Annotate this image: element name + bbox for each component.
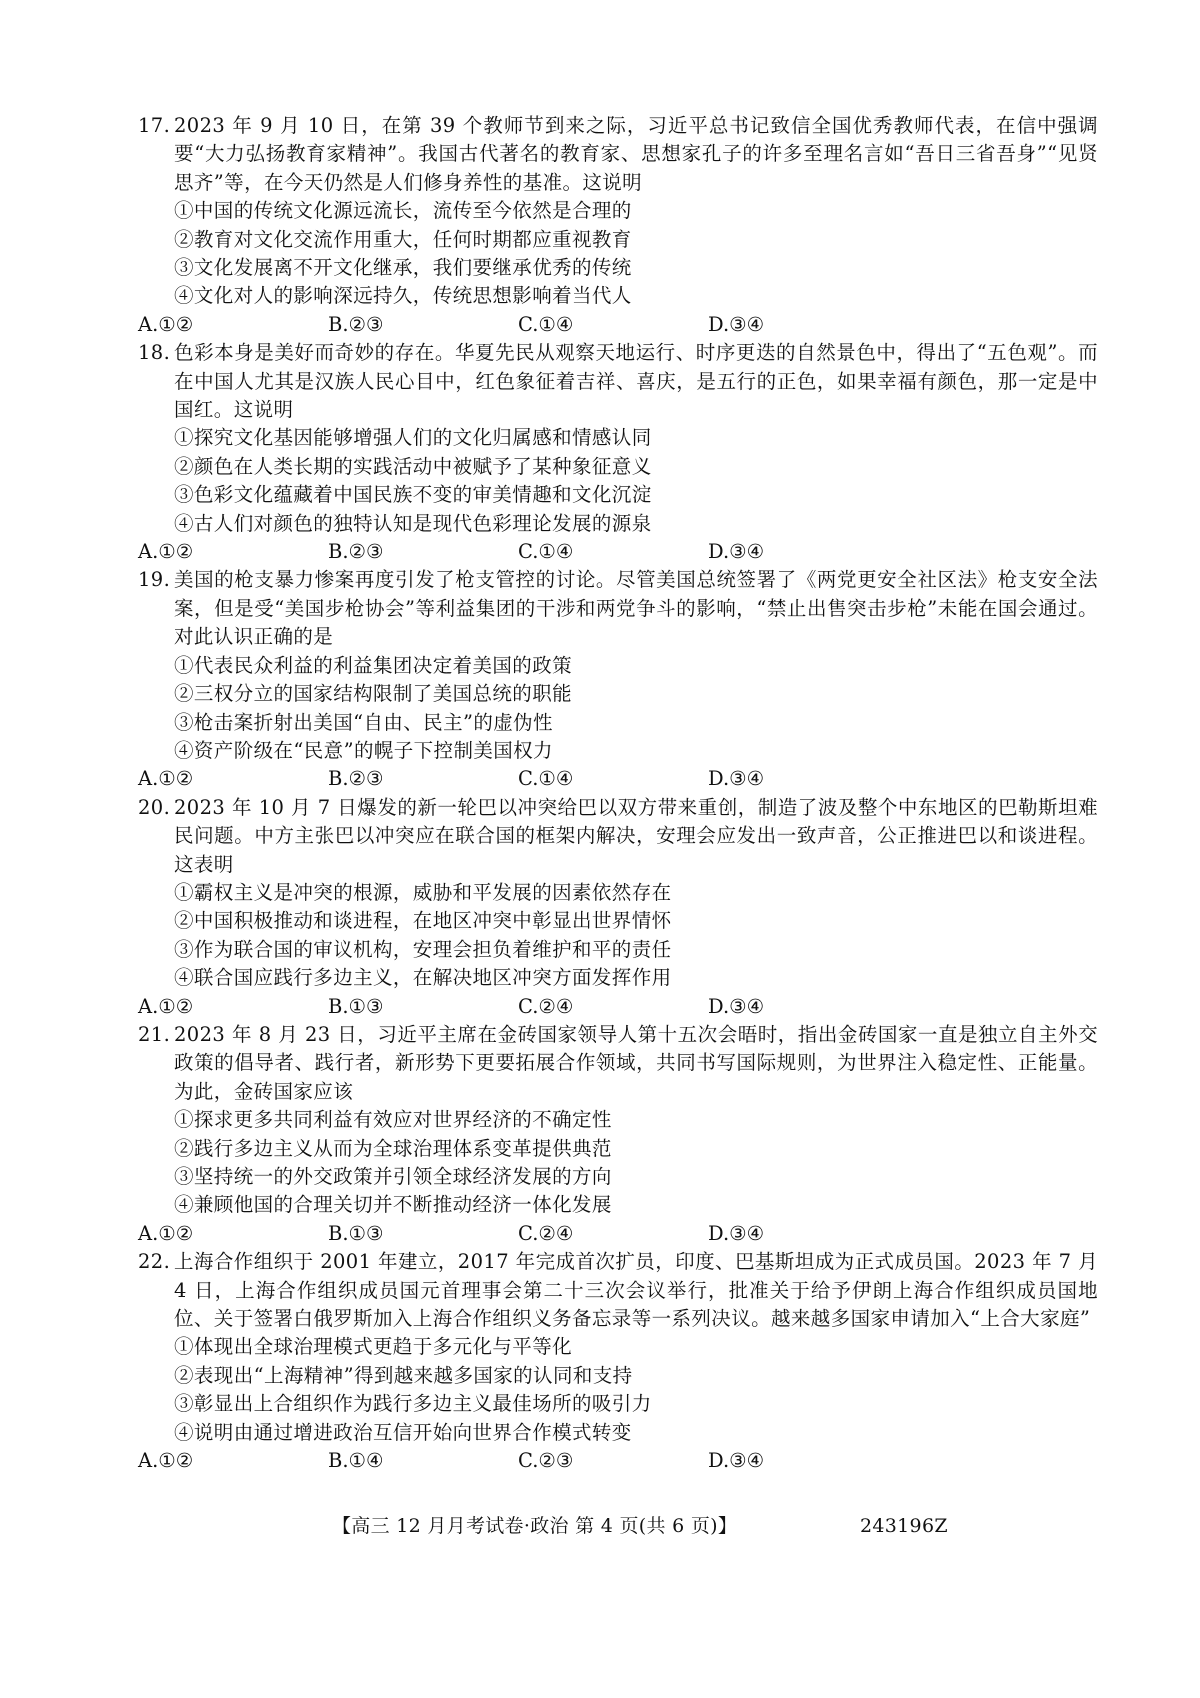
statement-option: ③文化发展离不开文化继承，我们要继承优秀的传统 bbox=[174, 256, 632, 280]
question-list bbox=[138, 112, 1098, 1475]
answer-choice-b[interactable]: B.①③ bbox=[328, 994, 384, 1018]
answer-choices bbox=[138, 993, 1098, 1021]
statement-option: ②颜色在人类长期的实践活动中被赋予了某种象征意义 bbox=[174, 454, 652, 478]
question-number: 17. bbox=[138, 114, 171, 137]
answer-choice-d[interactable]: D.③④ bbox=[708, 1449, 765, 1473]
statement-option: ③坚持统一的外交政策并引领全球经济发展的方向 bbox=[174, 1164, 612, 1188]
question-text: 2023 年 10 月 7 日爆发的新一轮巴以冲突给巴以双方带来重创，制造了波及整个中东地区的巴勒斯坦难民问题。中方主张巴以冲突应在联合国的框架内解决，安理会应发出一致声音，公正推进巴以和谈进程。这表明 bbox=[174, 795, 1098, 876]
answer-choice-a[interactable]: A.①② bbox=[138, 1449, 194, 1473]
statement-option: ④联合国应践行多边主义，在解决地区冲突方面发挥作用 bbox=[174, 966, 672, 990]
question-21 bbox=[138, 1021, 1098, 1248]
question-text: 2023 年 8 月 23 日，习近平主席在金砖国家领导人第十五次会晤时，指出金砖国家一直是独立自主外交政策的倡导者、践行者，新形势下更要拓展合作领域，共同书写国际规则，为世界注入稳定性、正能量。为此，金砖国家应该 bbox=[174, 1022, 1098, 1103]
answer-choice-c[interactable]: C.①④ bbox=[518, 312, 574, 336]
question-stem bbox=[138, 112, 1098, 197]
answer-choice-d[interactable]: D.③④ bbox=[708, 767, 765, 791]
question-stem bbox=[138, 566, 1098, 651]
statement-option: ③枪击案折射出美国“自由、民主”的虚伪性 bbox=[174, 710, 553, 734]
question-18 bbox=[138, 339, 1098, 566]
answer-choice-b[interactable]: B.②③ bbox=[328, 540, 384, 564]
question-stem bbox=[138, 794, 1098, 879]
footer-code: 243196Z bbox=[860, 1515, 948, 1537]
statement-option: ①霸权主义是冲突的根源，威胁和平发展的因素依然存在 bbox=[174, 880, 672, 904]
statement-option: ③彰显出上合组织作为践行多边主义最佳场所的吸引力 bbox=[174, 1392, 652, 1416]
answer-choice-a[interactable]: A.①② bbox=[138, 312, 194, 336]
statement-option: ④文化对人的影响深远持久，传统思想影响着当代人 bbox=[174, 284, 632, 308]
answer-choice-c[interactable]: C.②④ bbox=[518, 1221, 574, 1245]
answer-choices bbox=[138, 1220, 1098, 1248]
question-number: 18. bbox=[138, 341, 171, 365]
answer-choice-b[interactable]: B.①④ bbox=[328, 1449, 384, 1473]
answer-choice-d[interactable]: D.③④ bbox=[708, 994, 765, 1018]
answer-choice-d[interactable]: D.③④ bbox=[708, 540, 765, 564]
statement-option: ④兼顾他国的合理关切并不断推动经济一体化发展 bbox=[174, 1193, 612, 1217]
answer-choices bbox=[138, 538, 1098, 566]
statement-option: ①中国的传统文化源远流长，流传至今依然是合理的 bbox=[174, 199, 632, 223]
statement-option: ②教育对文化交流作用重大，任何时期都应重视教育 bbox=[174, 227, 632, 251]
statement-option: ④资产阶级在“民意”的幌子下控制美国权力 bbox=[174, 738, 553, 762]
question-22 bbox=[138, 1248, 1098, 1475]
answer-choice-c[interactable]: C.①④ bbox=[518, 767, 574, 791]
answer-choices bbox=[138, 765, 1098, 793]
question-17 bbox=[138, 112, 1098, 339]
question-text: 2023 年 9 月 10 日，在第 39 个教师节到来之际，习近平总书记致信全国优秀教师代表，在信中强调要“大力弘扬教育家精神”。我国古代著名的教育家、思想家孔子的许多至理名言如“吾日三省吾身”“见贤思齐”等，在今天仍然是人们修身养性的基准。这说明 bbox=[174, 114, 1098, 194]
question-stem bbox=[138, 1021, 1098, 1106]
question-text: 上海合作组织于 2001 年建立，2017 年完成首次扩员，印度、巴基斯坦成为正式成员国。2023 年 7 月 4 日，上海合作组织成员国元首理事会第二十三次会议举行，批准关于给予伊朗上海合作组织成员国地位、关于签署白俄罗斯加入上海合作组织义务备忘录等一系列决议。越来越多国家申请加入“上合大家庭” bbox=[174, 1250, 1098, 1330]
answer-choices bbox=[138, 311, 1098, 339]
answer-choice-c[interactable]: C.②④ bbox=[518, 994, 574, 1018]
answer-choice-d[interactable]: D.③④ bbox=[708, 312, 765, 336]
answer-choice-c[interactable]: C.①④ bbox=[518, 540, 574, 564]
answer-choice-c[interactable]: C.②③ bbox=[518, 1449, 574, 1473]
answer-choice-a[interactable]: A.①② bbox=[138, 540, 194, 564]
question-number: 22. bbox=[138, 1250, 171, 1274]
question-number: 21. bbox=[138, 1022, 171, 1046]
answer-choice-a[interactable]: A.①② bbox=[138, 767, 194, 791]
question-text: 色彩本身是美好而奇妙的存在。华夏先民从观察天地运行、时序更迭的自然景色中，得出了“五色观”。而在中国人尤其是汉族人民心目中，红色象征着吉祥、喜庆，是五行的正色，如果幸福有颜色，那一定是中国红。这说明 bbox=[174, 341, 1098, 422]
statement-option: ①代表民众利益的利益集团决定着美国的政策 bbox=[174, 653, 573, 677]
question-number: 20. bbox=[138, 795, 171, 819]
question-19 bbox=[138, 566, 1098, 793]
question-number: 19. bbox=[138, 568, 171, 592]
statement-option: ①体现出全球治理模式更趋于多元化与平等化 bbox=[174, 1335, 573, 1359]
statement-option: ②三权分立的国家结构限制了美国总统的职能 bbox=[174, 682, 573, 706]
answer-choice-a[interactable]: A.①② bbox=[138, 1221, 194, 1245]
statement-option: ②践行多边主义从而为全球治理体系变革提供典范 bbox=[174, 1136, 612, 1160]
answer-choice-d[interactable]: D.③④ bbox=[708, 1221, 765, 1245]
answer-choice-b[interactable]: B.①③ bbox=[328, 1221, 384, 1245]
statement-option: ④说明由通过增进政治互信开始向世界合作模式转变 bbox=[174, 1420, 632, 1444]
statement-option: ③作为联合国的审议机构，安理会担负着维护和平的责任 bbox=[174, 937, 672, 961]
answer-choice-b[interactable]: B.②③ bbox=[328, 312, 384, 336]
answer-choices bbox=[138, 1447, 1098, 1475]
statement-option: ②中国积极推动和谈进程，在地区冲突中彰显出世界情怀 bbox=[174, 909, 672, 933]
answer-choice-a[interactable]: A.①② bbox=[138, 994, 194, 1018]
statement-option: ①探究文化基因能够增强人们的文化归属感和情感认同 bbox=[174, 426, 652, 450]
footer-title: 【高三 12 月月考试卷·政治 第 4 页(共 6 页)】 bbox=[332, 1515, 738, 1537]
statement-option: ③色彩文化蕴藏着中国民族不变的审美情趣和文化沉淀 bbox=[174, 483, 652, 507]
statement-option: ④古人们对颜色的独特认知是现代色彩理论发展的源泉 bbox=[174, 511, 652, 535]
question-20 bbox=[138, 794, 1098, 1021]
answer-choice-b[interactable]: B.②③ bbox=[328, 767, 384, 791]
question-stem bbox=[138, 1248, 1098, 1333]
question-stem bbox=[138, 339, 1098, 424]
question-text: 美国的枪支暴力惨案再度引发了枪支管控的讨论。尽管美国总统签署了《两党更安全社区法》枪支安全法案，但是受“美国步枪协会”等利益集团的干涉和两党争斗的影响，“禁止出售突击步枪”未能在国会通过。对此认识正确的是 bbox=[174, 568, 1098, 649]
statement-option: ①探求更多共同利益有效应对世界经济的不确定性 bbox=[174, 1108, 612, 1132]
statement-option: ②表现出“上海精神”得到越来越多国家的认同和支持 bbox=[174, 1363, 633, 1387]
